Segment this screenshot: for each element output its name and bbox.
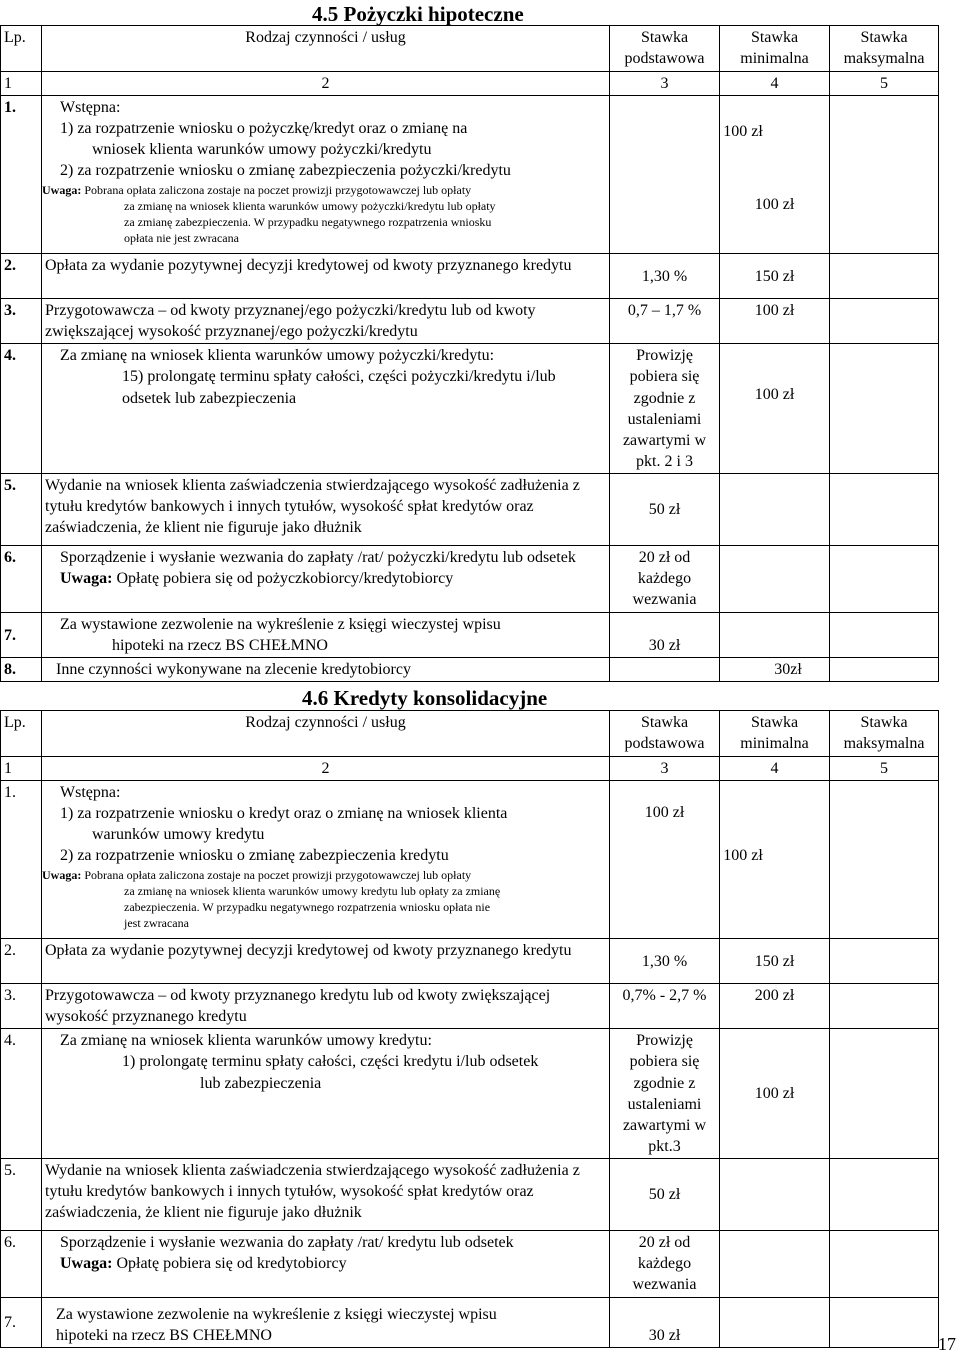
table-row (1, 344, 939, 474)
note-label: Uwaga: (42, 867, 82, 882)
header-basic-rate: Stawka podstawowa (610, 711, 720, 757)
min-rate-cell: 30zł (720, 658, 830, 682)
header-max-rate: Stawka maksymalna (830, 26, 939, 72)
table-row (1, 658, 939, 682)
row-description: Opłata za wydanie pozytywnej decyzji kredytowej od kwoty przyznanego kredytu (42, 254, 610, 299)
note-text: Opłatę pobiera się od kredytobiorcy (116, 1255, 347, 1273)
note-label: Uwaga: (60, 1255, 113, 1273)
table-row (1, 254, 939, 299)
header-lp: Lp. (1, 26, 42, 72)
item-title: Za zmianę na wniosek klienta warunków umowy pożyczki/kredytu: (60, 347, 495, 365)
row-description (42, 1230, 610, 1297)
table-row (1, 1158, 939, 1230)
item-text: lub zabezpieczenia (200, 1074, 322, 1092)
header-service: Rodzaj czynności / usług (42, 26, 610, 72)
max-rate-cell (830, 473, 939, 545)
max-rate-cell (830, 612, 939, 657)
note (42, 867, 606, 932)
note-text: Pobrana opłata zaliczona zostaje na poczet prowizji przygotowawczej lub opłaty (84, 182, 472, 197)
column-number: 1 (1, 757, 42, 781)
rate-value: 100 zł (723, 123, 763, 141)
table-row (1, 781, 939, 939)
column-number-row (1, 757, 939, 781)
header-lp: Lp. (1, 711, 42, 757)
row-lp: 3. (1, 299, 42, 344)
item-text: odsetek lub zabezpieczenia (122, 389, 297, 407)
min-rate-cell (720, 1230, 830, 1297)
basic-rate-cell: 50 zł (610, 1158, 720, 1230)
column-number: 2 (42, 72, 610, 96)
max-rate-cell (830, 1297, 939, 1347)
max-rate-cell (830, 1029, 939, 1159)
max-rate-cell (830, 939, 939, 984)
table-row (1, 984, 939, 1029)
min-rate-cell (720, 612, 830, 657)
min-rate-cell (720, 545, 830, 612)
column-number: 5 (830, 72, 939, 96)
note-label: Uwaga: (60, 570, 113, 588)
row-description (42, 1297, 610, 1347)
column-number-row (1, 72, 939, 96)
column-number: 3 (610, 72, 720, 96)
note-text: Pobrana opłata zaliczona zostaje na poczet prowizji przygotowawczej lub opłaty (84, 867, 472, 882)
note (42, 182, 606, 247)
min-rate-cell (720, 96, 830, 254)
row-lp: 7. (1, 612, 42, 657)
column-number: 3 (610, 757, 720, 781)
table-row (1, 1029, 939, 1159)
item-text: Sporządzenie i wysłanie wezwania do zapłaty /rat/ kredytu lub odsetek (60, 1233, 514, 1251)
min-rate-cell: 100 zł (720, 299, 830, 344)
fee-table-mortgage (0, 25, 939, 682)
min-rate-cell: 100 zł (720, 1029, 830, 1159)
item-text: Za wystawione zezwolenie na wykreślenie z księgi wieczystej wpisu (56, 1305, 497, 1323)
row-description (42, 545, 610, 612)
note-text: za zmianę zabezpieczenia. W przypadku negatywnego rozpatrzenia wniosku (124, 214, 492, 229)
header-basic-rate: Stawka podstawowa (610, 26, 720, 72)
header-service: Rodzaj czynności / usług (42, 711, 610, 757)
basic-rate-cell: 1,30 % (610, 939, 720, 984)
row-lp: 1. (1, 96, 42, 254)
note-text: za zmianę na wniosek klienta warunków umowy pożyczki/kredytu lub opłaty (124, 198, 496, 213)
header-min-rate: Stawka minimalna (720, 711, 830, 757)
item-text: 1) prolongatę terminu spłaty całości, części kredytu i/lub odsetek (122, 1053, 539, 1071)
row-description: Inne czynności wykonywane na zlecenie kredytobiorcy (42, 658, 610, 682)
note-text: opłata nie jest zwracana (124, 231, 239, 246)
row-description: Przygotowawcza – od kwoty przyznanej/ego pożyczki/kredytu lub od kwoty zwiększającej wysokość przyznanej/ego pożyczki/kredytu (42, 299, 610, 344)
min-rate-cell: 150 zł (720, 939, 830, 984)
note-text: za zmianę na wniosek klienta warunków umowy kredytu lub opłaty za zmianę (124, 883, 501, 898)
item-text: Sporządzenie i wysłanie wezwania do zapłaty /rat/ pożyczki/kredytu lub odsetek (60, 548, 576, 566)
max-rate-cell (830, 344, 939, 474)
table-row (1, 939, 939, 984)
item-text: 2) za rozpatrzenie wniosku o zmianę zabezpieczenia kredytu (60, 847, 449, 865)
row-lp: 1. (1, 781, 42, 939)
item-text: 2) za rozpatrzenie wniosku o zmianę zabezpieczenia pożyczki/kredytu (60, 162, 511, 180)
basic-rate-cell: 0,7 – 1,7 % (610, 299, 720, 344)
row-lp: 3. (1, 984, 42, 1029)
page-number: 17 (938, 1334, 956, 1354)
table-row (1, 1230, 939, 1297)
min-rate-cell: 100 zł (720, 344, 830, 474)
item-text: 1) za rozpatrzenie wniosku o kredyt oraz o zmianę na wniosek klienta (60, 805, 508, 823)
basic-rate-cell (610, 781, 763, 939)
column-number: 1 (1, 72, 42, 96)
row-lp: 6. (1, 1230, 42, 1297)
max-rate-cell (830, 299, 939, 344)
row-lp: 4. (1, 1029, 42, 1159)
section-title: 4.6 Kredyty konsolidacyjne (302, 686, 548, 710)
item-text: 15) prolongatę terminu spłaty całości, części pożyczki/kredytu i/lub (122, 368, 556, 386)
column-number: 4 (720, 757, 830, 781)
row-description: Przygotowawcza – od kwoty przyznanego kredytu lub od kwoty zwiększającej wysokość przyznanego kredytu (42, 984, 610, 1029)
rate-value: 100 zł (754, 196, 795, 214)
min-rate-cell (720, 1297, 830, 1347)
item-text: 1) za rozpatrzenie wniosku o pożyczkę/kredyt oraz o zmianę na (60, 120, 468, 138)
row-description (42, 781, 610, 939)
max-rate-cell (830, 658, 939, 682)
row-description (42, 1029, 610, 1159)
min-rate-cell: 150 zł (720, 254, 830, 299)
row-description: Wydanie na wniosek klienta zaświadczenia stwierdzającego wysokość zadłużenia z tytułu kredytów bankowych i innych tytułów, wysokość spłat kredytów oraz zaświadczenia, że klient nie figuruje jako dłużnik (42, 473, 610, 545)
min-rate-cell (720, 473, 830, 545)
basic-rate-cell: 20 zł od każdego wezwania (610, 1230, 720, 1297)
basic-rate-cell: 30 zł (610, 612, 720, 657)
basic-rate-cell: Prowizję pobiera się zgodnie z ustaleniami zawartymi w pkt.3 (610, 1029, 720, 1159)
row-lp: 2. (1, 254, 42, 299)
item-text: hipoteki na rzecz BS CHEŁMNO (112, 637, 328, 655)
column-number: 5 (830, 757, 939, 781)
basic-rate-cell: 20 zł od każdego wezwania (610, 545, 720, 612)
basic-rate-cell (610, 96, 763, 254)
row-description (42, 96, 610, 254)
rate-value: 100 zł (644, 804, 685, 822)
table-row (1, 1297, 939, 1347)
max-rate-cell (830, 1158, 939, 1230)
note-label: Uwaga: (42, 182, 82, 197)
row-lp: 8. (1, 658, 42, 682)
min-rate-cell (720, 1158, 830, 1230)
fee-table-consolidation (0, 710, 939, 1348)
item-title: Wstępna: (60, 784, 121, 802)
item-text: warunków umowy kredytu (92, 826, 265, 844)
row-lp: 4. (1, 344, 42, 474)
table-row (1, 612, 939, 657)
max-rate-cell (830, 781, 939, 939)
max-rate-cell (830, 1230, 939, 1297)
section-title: 4.5 Pożyczki hipoteczne (312, 2, 524, 26)
row-lp: 5. (1, 1158, 42, 1230)
header-min-rate: Stawka minimalna (720, 26, 830, 72)
table-row (1, 299, 939, 344)
basic-rate-cell (610, 658, 720, 682)
column-number: 2 (42, 757, 610, 781)
table-row (1, 545, 939, 612)
item-title: Za zmianę na wniosek klienta warunków umowy kredytu: (60, 1032, 432, 1050)
min-rate-cell: 200 zł (720, 984, 830, 1029)
row-lp: 2. (1, 939, 42, 984)
rate-value: 100 zł (723, 847, 763, 865)
row-description (42, 612, 610, 657)
table-row (1, 473, 939, 545)
max-rate-cell (830, 254, 939, 299)
note-text: zabezpieczenia. W przypadku negatywnego rozpatrzenia wniosku opłata nie (124, 899, 491, 914)
row-description: Wydanie na wniosek klienta zaświadczenia stwierdzającego wysokość zadłużenia z tytułu kredytów bankowych i innych tytułów, wysokość spłat kredytów oraz zaświadczenia, że klient nie figuruje jako dłużnik (42, 1158, 610, 1230)
row-description (42, 344, 610, 474)
header-max-rate: Stawka maksymalna (830, 711, 939, 757)
column-number: 4 (720, 72, 830, 96)
item-text: wniosek klienta warunków umowy pożyczki/kredytu (92, 141, 432, 159)
item-title: Wstępna: (60, 99, 121, 117)
basic-rate-cell: 0,7% - 2,7 % (610, 984, 720, 1029)
basic-rate-cell: Prowizję pobiera się zgodnie z ustaleniami zawartymi w pkt. 2 i 3 (610, 344, 720, 474)
max-rate-cell (830, 545, 939, 612)
basic-rate-cell: 30 zł (610, 1297, 720, 1347)
item-text: Za wystawione zezwolenie na wykreślenie z księgi wieczystej wpisu (60, 615, 501, 633)
max-rate-cell (830, 984, 939, 1029)
basic-rate-cell: 50 zł (610, 473, 720, 545)
note-text: jest zwracana (124, 916, 189, 931)
row-lp: 5. (1, 473, 42, 545)
table-header-row (1, 711, 939, 757)
basic-rate-cell: 1,30 % (610, 254, 720, 299)
table-header-row (1, 26, 939, 72)
note-text: Opłatę pobiera się od pożyczkobiorcy/kredytobiorcy (116, 570, 454, 588)
table-row (1, 96, 939, 254)
max-rate-cell (830, 96, 939, 254)
row-lp: 6. (1, 545, 42, 612)
item-text: hipoteki na rzecz BS CHEŁMNO (56, 1326, 272, 1344)
row-lp: 7. (1, 1297, 42, 1347)
row-description: Opłata za wydanie pozytywnej decyzji kredytowej od kwoty przyznanego kredytu (42, 939, 610, 984)
